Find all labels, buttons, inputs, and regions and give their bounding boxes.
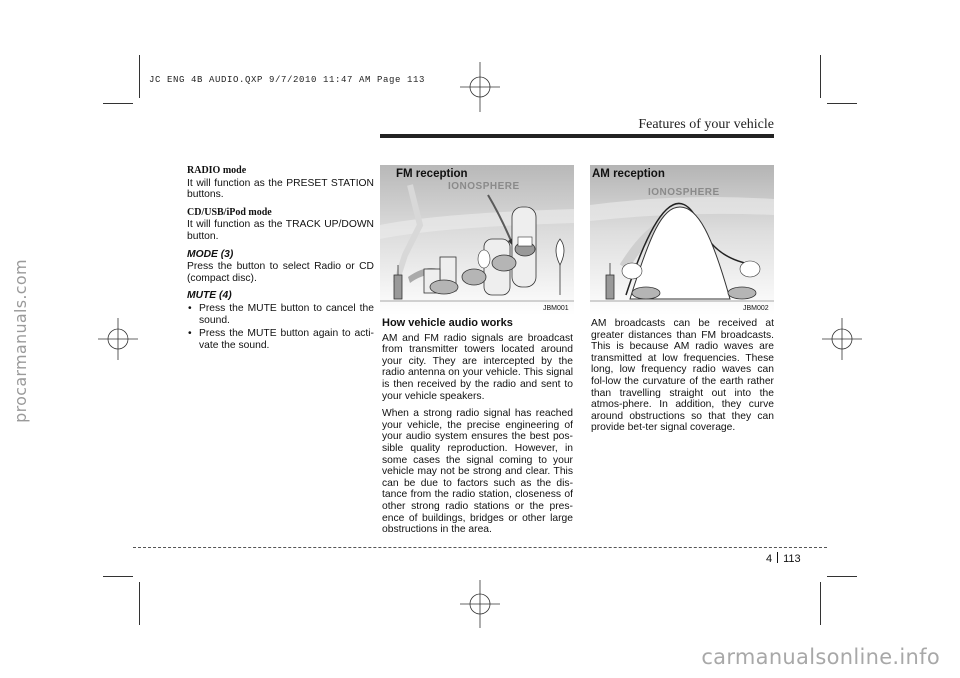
am-car-1 bbox=[632, 287, 660, 299]
radio-mode-heading: RADIO mode bbox=[187, 165, 247, 176]
am-car-2 bbox=[728, 287, 756, 299]
mute-list bbox=[187, 303, 374, 351]
am-figure-title: AM reception bbox=[592, 168, 665, 180]
am-ionosphere-label: IONOSPHERE bbox=[648, 187, 720, 198]
fm-radio-icon bbox=[518, 237, 532, 246]
header-rule bbox=[380, 134, 774, 138]
registration-mark-left bbox=[98, 318, 138, 360]
fm-car-3 bbox=[492, 255, 516, 271]
cd-mode-heading: CD/USB/iPod mode bbox=[187, 206, 272, 218]
am-tower bbox=[606, 275, 614, 299]
mode-heading: MODE (3) bbox=[187, 248, 234, 260]
am-speech-bubble-1 bbox=[622, 263, 642, 279]
page-number bbox=[766, 552, 801, 565]
column-am-broadcasts bbox=[591, 318, 774, 440]
am-figure-caption: JBM002 bbox=[743, 305, 769, 312]
registration-mark-right bbox=[822, 318, 862, 360]
fm-tower bbox=[394, 275, 402, 299]
page-number-separator bbox=[777, 552, 778, 563]
column-controls bbox=[187, 165, 374, 353]
fm-car-2 bbox=[462, 269, 486, 285]
cd-mode-text: It will function as the TRACK UP/DOWN button. bbox=[187, 219, 374, 242]
radio-mode-text: It will function as the PRESET STATION buttons. bbox=[187, 177, 374, 201]
mute-heading: MUTE (4) bbox=[187, 290, 232, 302]
page-section-title: Features of your vehicle bbox=[638, 117, 774, 132]
fm-car-1 bbox=[430, 280, 458, 294]
watermark-bottom: carmanualsonline.info bbox=[701, 645, 940, 669]
fm-figure-caption: JBM001 bbox=[543, 305, 569, 312]
column-audio-works bbox=[382, 318, 573, 542]
fm-speech-bubble bbox=[478, 250, 490, 268]
mode-text: Press the button to select Radio or CD (compact disc). bbox=[187, 261, 374, 284]
audio-works-para-1: AM and FM radio signals are broadcast from transmitter towers located around your city. They are intercepted by the radio antenna on your vehicle. This signal is then received by the radio and sent to your vehicle speakers. bbox=[382, 332, 573, 402]
fm-reception-figure bbox=[380, 165, 574, 315]
chapter-number: 4 bbox=[766, 553, 773, 565]
audio-works-heading: How vehicle audio works bbox=[382, 317, 513, 329]
file-slug: JC ENG 4B AUDIO.QXP 9/7/2010 11:47 AM Page 113 bbox=[149, 75, 426, 85]
audio-works-para-2: When a strong radio signal has reached your vehicle, the precise engineering of your audio system ensures the best pos-sible quality reproduction. However, in some cases the signal coming to your vehicle may not be strong and clear. This can be due to factors such as the dis-tance from the radio station, closeness of other strong radio stations or the pres-ence of buildings, bridges or other large obstructions in the area. bbox=[382, 408, 573, 536]
watermark-left: procarmanuals.com bbox=[11, 259, 30, 423]
registration-mark-bottom bbox=[460, 580, 500, 628]
footer-rule bbox=[133, 547, 827, 548]
am-speech-bubble-2 bbox=[740, 261, 760, 277]
mute-item-activate: • Press the MUTE button again to acti-vate the sound. bbox=[187, 328, 374, 351]
fm-ionosphere-label: IONOSPHERE bbox=[448, 181, 520, 192]
am-reception-figure bbox=[590, 165, 774, 315]
registration-mark-top bbox=[460, 62, 500, 112]
page-number-value: 113 bbox=[783, 553, 801, 565]
mute-item-cancel: • Press the MUTE button to cancel the sound. bbox=[187, 303, 374, 326]
fm-figure-title: FM reception bbox=[396, 168, 468, 180]
am-broadcasts-para: AM broadcasts can be received at greater distances than FM broadcasts. This is because AM radio waves are transmitted at low frequencies. These long, low frequency radio waves can fol-low the curvature of the earth rather than travelling straight out into the atmos-phere. In addition, they curve around obstructions so that they can provide bet-ter signal coverage. bbox=[591, 318, 774, 434]
